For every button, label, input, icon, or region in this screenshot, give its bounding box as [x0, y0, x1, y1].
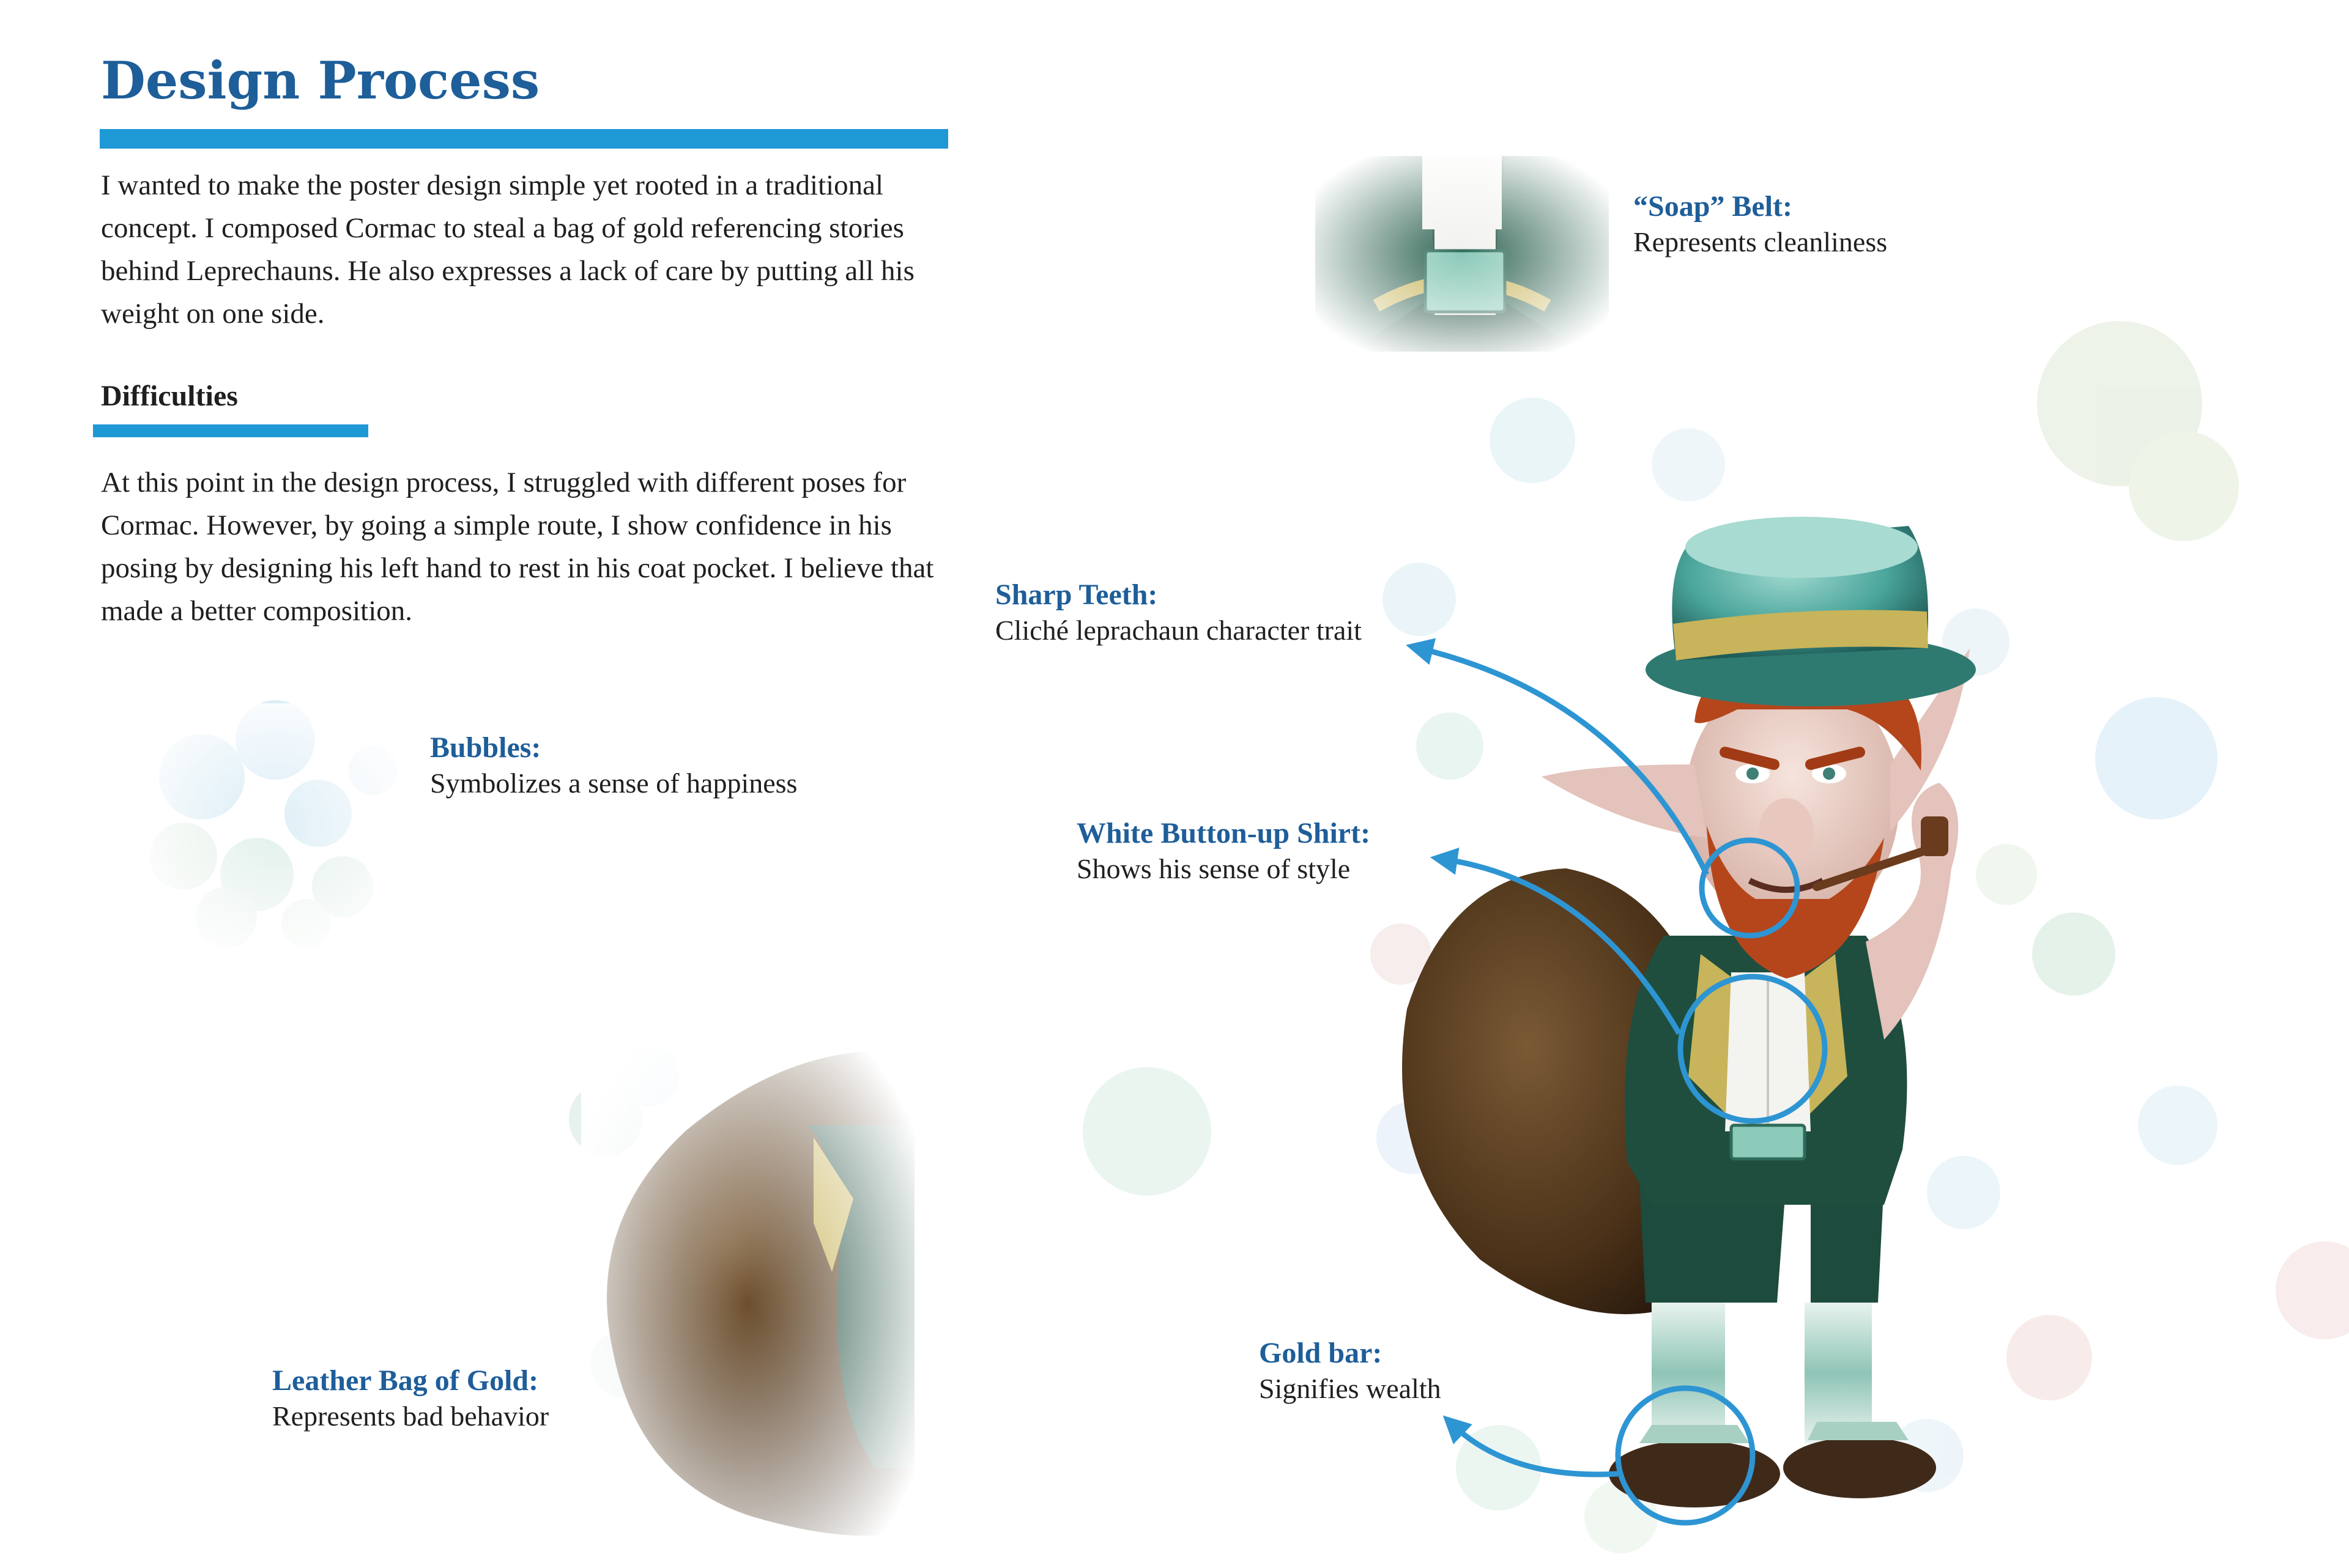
bubbles-title: Bubbles:	[430, 731, 541, 764]
white-shirt-title: White Button-up Shirt:	[1077, 817, 1371, 849]
soap-belt-callout	[1633, 190, 1887, 258]
soap-belt-thumbnail	[1315, 156, 1609, 352]
leather-bag-title: Leather Bag of Gold:	[272, 1364, 539, 1397]
sharp-teeth-title: Sharp Teeth:	[995, 579, 1158, 611]
sharp-teeth-desc: Cliché leprachaun character trait	[995, 615, 1362, 646]
white-shirt-desc: Shows his sense of style	[1077, 853, 1351, 884]
gold-bar-desc: Signifies wealth	[1259, 1373, 1441, 1404]
difficulties-paragraph: At this point in the design process, I struggled with different poses for Cormac. However, by going a simple route, I show confidence in his posing by designing his left hand to rest in his coat pocket. I believe that made a better composition.	[101, 467, 934, 627]
white-shirt-callout	[1077, 816, 1370, 885]
gold-bar-callout	[1259, 1336, 1441, 1405]
soap-belt-desc: Represents cleanliness	[1633, 226, 1888, 257]
bubbles-callout	[430, 731, 797, 799]
bubbles-desc: Symbolizes a sense of happiness	[430, 767, 798, 799]
bubbles-thumbnail	[141, 700, 410, 948]
sharp-teeth-callout	[995, 578, 1362, 646]
leather-bag-thumbnail	[569, 1040, 915, 1566]
intro-paragraph: I wanted to make the poster design simple yet rooted in a traditional concept. I composed Cormac to steal a bag of gold referencing stories behind Leprechauns. He also expresses a lack of care by putting all his weight on one side.	[101, 169, 915, 330]
page-title: Design Process	[101, 50, 540, 111]
difficulties-heading: Difficulties	[101, 380, 238, 412]
leather-bag-callout	[272, 1364, 549, 1432]
gold-bar-title: Gold bar:	[1259, 1337, 1382, 1369]
leather-bag-desc: Represents bad behavior	[272, 1400, 549, 1432]
soap-belt-title: “Soap” Belt:	[1633, 190, 1793, 223]
